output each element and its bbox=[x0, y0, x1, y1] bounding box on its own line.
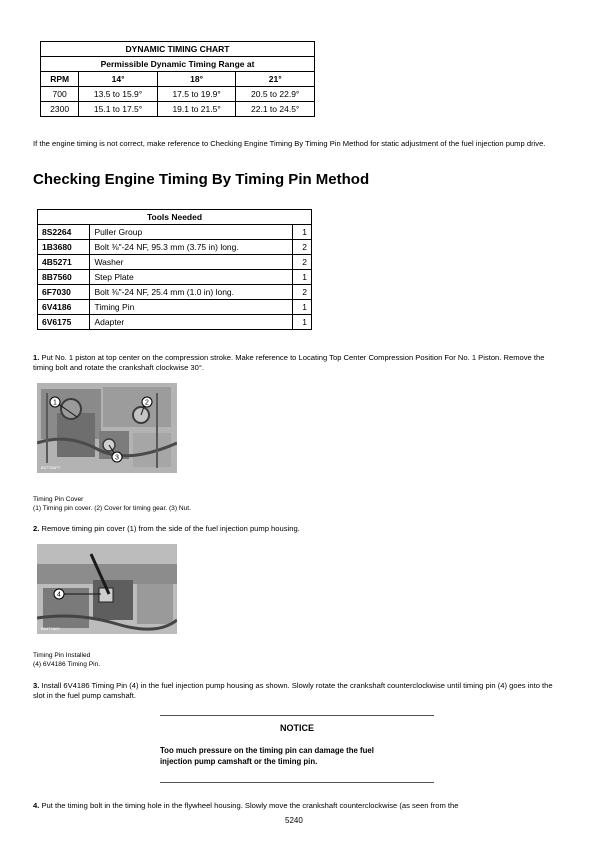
step-2 bbox=[33, 524, 558, 534]
engine-photo-illustration bbox=[37, 383, 177, 473]
part-quantity: 2 bbox=[293, 255, 312, 270]
part-quantity: 1 bbox=[293, 315, 312, 330]
tools-title: Tools Needed bbox=[38, 210, 312, 225]
step-number: 1. bbox=[33, 353, 40, 362]
figure1-caption-text: (1) Timing pin cover. (2) Cover for timing gear. (3) Nut. bbox=[33, 505, 191, 512]
part-description: Bolt ⅜"-24 NF, 95.3 mm (3.75 in) long. bbox=[90, 240, 293, 255]
table-cell: 700 bbox=[41, 87, 79, 102]
part-description: Timing Pin bbox=[90, 300, 293, 315]
table-row bbox=[38, 315, 312, 330]
table-cell: 17.5 to 19.9° bbox=[157, 87, 236, 102]
step-number: 2. bbox=[33, 524, 40, 533]
step-number: 3. bbox=[33, 681, 40, 690]
table-row bbox=[38, 225, 312, 240]
table-cell: 20.5 to 22.9° bbox=[236, 87, 315, 102]
engine-photo-illustration bbox=[37, 544, 177, 634]
timing-pin-cover-photo bbox=[37, 383, 177, 473]
table-row bbox=[38, 270, 312, 285]
step-3 bbox=[33, 681, 558, 701]
figure2-caption-text: (4) 6V4186 Timing Pin. bbox=[33, 661, 101, 668]
part-number: 1B3680 bbox=[38, 240, 90, 255]
section-heading: Checking Engine Timing By Timing Pin Method bbox=[33, 171, 370, 188]
step-4 bbox=[33, 801, 558, 811]
step-number: 4. bbox=[33, 801, 40, 810]
callout-4: 4 bbox=[57, 591, 61, 599]
header-cell: 21° bbox=[236, 72, 315, 87]
part-description: Step Plate bbox=[90, 270, 293, 285]
part-description: Bolt ⅜"-24 NF, 25.4 mm (1.0 in) long. bbox=[90, 285, 293, 300]
header-cell: 14° bbox=[79, 72, 158, 87]
figure2-caption-title: Timing Pin Installed bbox=[33, 652, 91, 659]
part-quantity: 1 bbox=[293, 270, 312, 285]
page-number: 5240 bbox=[285, 816, 303, 825]
part-description: Puller Group bbox=[90, 225, 293, 240]
part-number: 6V6175 bbox=[38, 315, 90, 330]
step-1 bbox=[33, 353, 558, 373]
table-row bbox=[41, 102, 315, 117]
figure1-caption-title: Timing Pin Cover bbox=[33, 496, 84, 503]
table-cell: 2300 bbox=[41, 102, 79, 117]
photo-id: B0477A07 bbox=[41, 626, 60, 631]
table-cell: 22.1 to 24.5° bbox=[236, 102, 315, 117]
chart-header-row bbox=[41, 72, 315, 87]
part-quantity: 1 bbox=[293, 300, 312, 315]
part-number: 6F7030 bbox=[38, 285, 90, 300]
notice-bottom-rule bbox=[160, 782, 434, 783]
step-text: Remove timing pin cover (1) from the side of the fuel injection pump housing. bbox=[39, 524, 300, 533]
intro-paragraph: If the engine timing is not correct, make reference to Checking Engine Timing By Timing Pin Method for static adjustment of the fuel injection pump drive. bbox=[33, 139, 546, 148]
table-row bbox=[38, 285, 312, 300]
chart-title: DYNAMIC TIMING CHART bbox=[41, 42, 315, 57]
part-description: Washer bbox=[90, 255, 293, 270]
timing-pin-installed-photo bbox=[37, 544, 177, 634]
callout-1: 1 bbox=[53, 399, 57, 407]
table-cell: 13.5 to 15.9° bbox=[79, 87, 158, 102]
table-row bbox=[38, 240, 312, 255]
table-cell: 19.1 to 21.5° bbox=[157, 102, 236, 117]
part-number: 4B5271 bbox=[38, 255, 90, 270]
table-row bbox=[41, 87, 315, 102]
part-quantity: 2 bbox=[293, 285, 312, 300]
table-cell: 15.1 to 17.5° bbox=[79, 102, 158, 117]
callout-2: 2 bbox=[145, 399, 149, 407]
part-number: 8B7560 bbox=[38, 270, 90, 285]
part-quantity: 1 bbox=[293, 225, 312, 240]
tools-table bbox=[37, 209, 312, 330]
part-number: 6V4186 bbox=[38, 300, 90, 315]
table-row bbox=[38, 255, 312, 270]
notice-top-rule bbox=[160, 715, 434, 716]
header-cell: 18° bbox=[157, 72, 236, 87]
chart-subtitle: Permissible Dynamic Timing Range at bbox=[41, 57, 315, 72]
part-quantity: 2 bbox=[293, 240, 312, 255]
callout-3: 3 bbox=[115, 454, 119, 462]
notice-title: NOTICE bbox=[279, 723, 314, 733]
part-number: 8S2264 bbox=[38, 225, 90, 240]
header-cell: RPM bbox=[41, 72, 79, 87]
photo-id: B0778APT bbox=[41, 465, 61, 470]
notice-text-line-2: injection pump camshaft or the timing pin. bbox=[160, 757, 318, 766]
notice-text-line-1: Too much pressure on the timing pin can damage the fuel bbox=[160, 746, 374, 755]
table-row bbox=[38, 300, 312, 315]
dynamic-timing-chart bbox=[40, 41, 315, 117]
step-text: Install 6V4186 Timing Pin (4) in the fuel injection pump housing as shown. Slowly rotate the crankshaft counterclockwise until timing pin (4) goes into the slot in the fuel pump camshaft. bbox=[33, 681, 553, 700]
step-text: Put No. 1 piston at top center on the compression stroke. Make reference to Locating Top Center Compression Position For No. 1 Piston. Remove the timing bolt and rotate the crankshaft clockwise 30°. bbox=[33, 353, 545, 372]
part-description: Adapter bbox=[90, 315, 293, 330]
step-text: Put the timing bolt in the timing hole in the flywheel housing. Slowly move the crankshaft counterclockwise (as seen from the bbox=[39, 801, 459, 810]
